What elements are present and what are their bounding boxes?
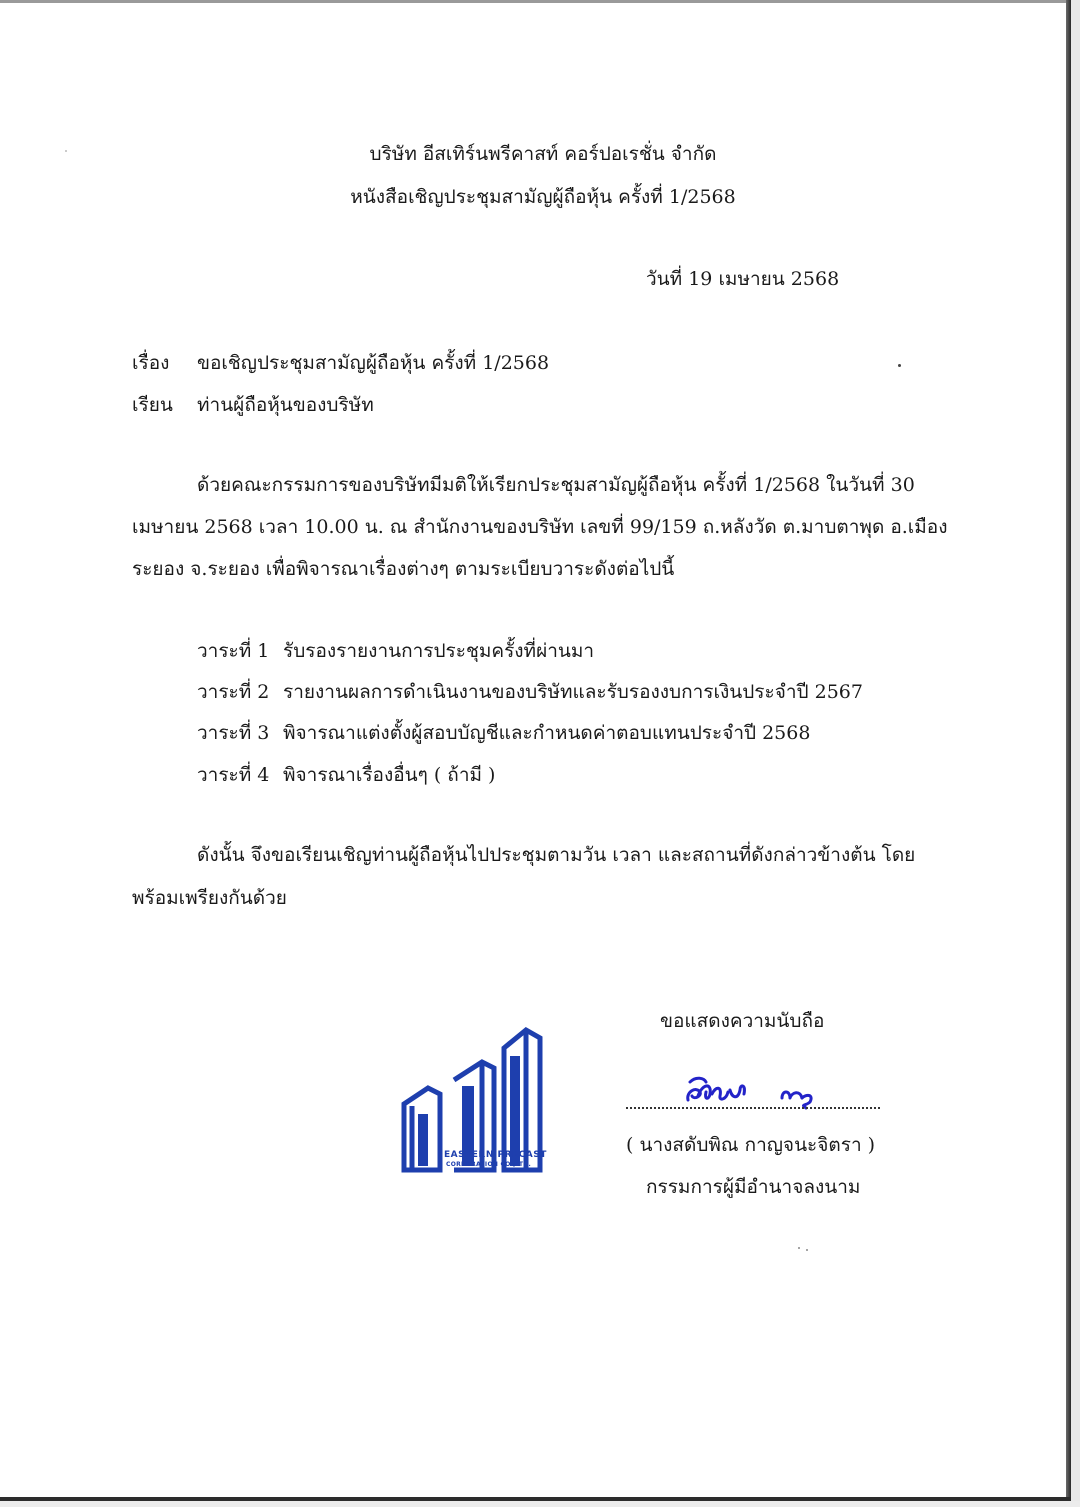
agenda-number: วาระที่ 1 bbox=[197, 640, 270, 662]
subject-label: เรื่อง bbox=[132, 352, 170, 374]
agenda-number: วาระที่ 3 bbox=[197, 722, 270, 744]
page-shadow-bottom bbox=[0, 1501, 1080, 1507]
signer-position: กรรมการผู้มีอำนาจลงนาม bbox=[646, 1176, 861, 1198]
closing-paragraph-line-1: ดังนั้น จึงขอเรียนเชิญท่านผู้ถือหุ้นไปประชุมตามวัน เวลา และสถานที่ดังกล่าวข้างต้น โดย bbox=[197, 844, 916, 866]
scan-speck bbox=[898, 364, 901, 367]
closing-paragraph-line-2: พร้อมเพรียงกันด้วย bbox=[132, 887, 287, 909]
company-name: บริษัท อีสเทิร์นพรีคาสท์ คอร์ปอเรชั่น จำกัด bbox=[369, 143, 717, 165]
agenda-item-text: รับรองรายงานการประชุมครั้งที่ผ่านมา bbox=[283, 640, 595, 662]
agenda-number: วาระที่ 4 bbox=[197, 764, 270, 786]
agenda-number: วาระที่ 2 bbox=[197, 681, 270, 703]
body-paragraph-line-3: ระยอง จ.ระยอง เพื่อพิจารณาเรื่องต่างๆ ตามระเบียบวาระดังต่อไปนี้ bbox=[132, 558, 675, 580]
signature-line bbox=[626, 1087, 880, 1109]
logo-wordmark: EASTERN PRECAST bbox=[444, 1150, 547, 1160]
closing-salutation: ขอแสดงความนับถือ bbox=[660, 1010, 825, 1032]
logo-subtitle: CORPORATION CO.,LTD. bbox=[446, 1161, 532, 1168]
scan-speck bbox=[798, 1247, 800, 1249]
page-shadow-right bbox=[1071, 0, 1080, 1507]
letter-date: วันที่ 19 เมษายน 2568 bbox=[646, 268, 840, 290]
recipient-text: ท่านผู้ถือหุ้นของบริษัท bbox=[197, 394, 374, 416]
scan-speck bbox=[65, 150, 67, 152]
agenda-item-text: พิจารณาแต่งตั้งผู้สอบบัญชีและกำหนดค่าตอบแทนประจำปี 2568 bbox=[283, 722, 811, 744]
agenda-item-text: รายงานผลการดำเนินงานของบริษัทและรับรองงบการเงินประจำปี 2567 bbox=[283, 681, 863, 703]
signer-name: ( นางสดับพิณ กาญจนะจิตรา ) bbox=[626, 1134, 876, 1156]
page-border-top bbox=[0, 0, 1066, 3]
recipient-label: เรียน bbox=[132, 394, 173, 416]
scan-speck bbox=[806, 1249, 808, 1251]
body-paragraph-line-2: เมษายน 2568 เวลา 10.00 น. ณ สำนักงานของบริษัท เลขที่ 99/159 ถ.หลังวัด ต.มาบตาพุด อ.เมือง bbox=[132, 516, 948, 538]
body-paragraph-line-1: ด้วยคณะกรรมการของบริษัทมีมติให้เรียกประชุมสามัญผู้ถือหุ้น ครั้งที่ 1/2568 ในวันที่ 30 bbox=[197, 474, 915, 496]
agenda-item-text: พิจารณาเรื่องอื่นๆ ( ถ้ามี ) bbox=[283, 764, 496, 786]
subject-text: ขอเชิญประชุมสามัญผู้ถือหุ้น ครั้งที่ 1/2568 bbox=[197, 352, 550, 374]
document-title: หนังสือเชิญประชุมสามัญผู้ถือหุ้น ครั้งที่ 1/2568 bbox=[350, 186, 736, 208]
